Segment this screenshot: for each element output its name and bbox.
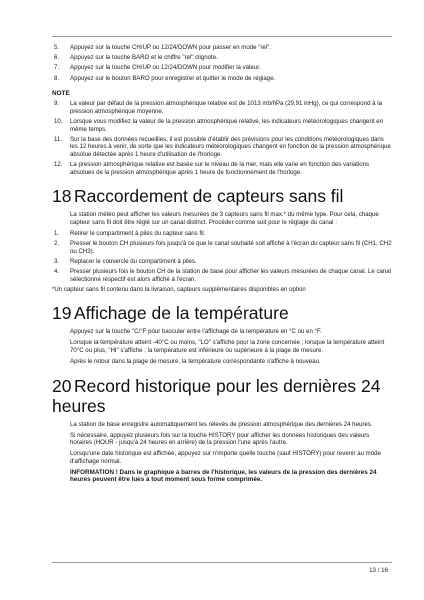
- list-item: [52, 240, 392, 255]
- page-content: [52, 44, 392, 487]
- section-title: Record historique pour les dernières 24 heures: [52, 375, 381, 416]
- list-item: [52, 100, 392, 115]
- item-text: Lorsque vous modifiez la valeur de la pression atmosphérique relative, les indicateurs météorologiques changent en même temps.: [70, 117, 383, 133]
- steps-list: [52, 44, 392, 82]
- item-text: Presser le bouton CH plusieurs fois jusqu'à ce que le canal souhaité soit affiché à l'écran du capteur sans fil (CH1, CH2 ou CH3).: [70, 240, 392, 255]
- item-text: Appuyez sur la touche BARO et le chiffre "rel" clignote.: [70, 54, 218, 62]
- item-text: Appuyez sur la touche CH/UP ou 12/24/DOWN pour modifier la valeur.: [70, 64, 261, 72]
- section-19-paragraph: Après le retour dans la plage de mesure, la température correspondante s'affiche à nouveau.: [70, 357, 321, 365]
- notes-list: [52, 100, 392, 176]
- section-20-paragraph: La station de base enregistre automatiquement les relevés de pression atmosphérique des dernières 24 heures.: [70, 420, 373, 428]
- list-item: [52, 161, 392, 176]
- item-number: 8.: [54, 74, 60, 82]
- item-text: Presser plusieurs fois le bouton CH de la station de base pour afficher les valeurs mesurées de chaque canal. Le canal sélectionné respectif est alors affiché à l'écran.: [70, 268, 392, 283]
- section-18-intro: La station météo peut afficher les valeurs mesurées de 3 capteurs sans fil max.* du même type. Pour cela, chaque capteur sans fil doit être réglé sur un canal distinct. Procéder comme suit pour le réglage du canal :: [70, 211, 379, 226]
- item-text: La pression atmosphérique relative est basée sur le niveau de la mer, mais elle varie en fonction des variations absolues de la pression atmosphérique après 1 heure de fonctionnement de l'horloge.: [70, 161, 370, 176]
- list-item: [52, 268, 392, 283]
- list-item: [52, 136, 392, 159]
- section-18-footnote: *Un capteur sans fil contenu dans la livraison, capteurs supplémentaires disponibles en option: [52, 285, 306, 293]
- list-item: [52, 230, 392, 238]
- item-text: Retirer le compartiment à piles du capteur sans fil.: [70, 229, 206, 237]
- section-title: Raccordement de capteurs sans fil: [74, 186, 344, 207]
- item-number: 11.: [54, 135, 63, 143]
- section-20-heading: [52, 376, 392, 416]
- list-item: [52, 64, 392, 72]
- section-19-paragraph: Lorsque la température atteint -40°C ou moins, "LO" s'affiche pour la zone concernée ; lorsque la température atteint 70°C ou plus, "HI" s'affiche ; la température est inférieure ou supérieure à la plage de mesure.: [70, 339, 385, 354]
- section-18-heading: [52, 186, 392, 206]
- footer-rule: [52, 562, 392, 563]
- section-number: 18: [52, 186, 72, 207]
- section-20-paragraph: Lorsqu'une date historique est affichée, appuyez sur n'importe quelle touche (sauf HISTORY) pour revenir au mode d'affichage normal.: [70, 450, 381, 465]
- section-18-steps: [52, 230, 392, 283]
- item-number: 9.: [54, 100, 60, 108]
- item-text: Sur la base des données recueillies, il est possible d'établir des prévisions pour les conditions météorologiques dans les 12 heures à venir, de sorte que les indicateurs météorologiques changent en fonction de la pression atmosphérique absolue détectée après 1 heure d'utilisation de l'horloge.: [70, 135, 391, 158]
- section-20-information: INFORMATION ! Dans le graphique à barres de l'historique, les valeurs de la pression des dernières 24 heures peuvent être lues à tout moment sous forme comprimée.: [70, 468, 377, 484]
- list-item: [52, 118, 392, 133]
- section-20-paragraph: Si nécessaire, appuyez plusieurs fois sur la touche HISTORY pour afficher les données historiques des valeurs horaires (HOUR - jusqu'à 24 heures en arrière) de la pression l'une après l'autre.: [70, 431, 370, 447]
- list-item: [52, 44, 392, 52]
- list-item: [52, 54, 392, 62]
- item-number: 1.: [54, 229, 60, 237]
- list-item: [52, 258, 392, 266]
- section-number: 20: [52, 375, 72, 396]
- section-19-heading: [52, 303, 392, 323]
- item-text: Appuyez sur la touche CH/UP ou 12/24/DOWN pour passer en mode "rel".: [70, 44, 272, 51]
- list-item: [52, 75, 392, 83]
- item-text: La valeur par défaut de la pression atmosphérique relative est de 1013 mb/hPa (29,91 inHg), ce qui correspond à la pression atmosphérique moyenne.: [70, 100, 382, 115]
- item-text: Replacer le couvercle du compartiment à piles.: [70, 257, 197, 265]
- section-19-paragraph: Appuyez sur la touche "C/°F pour basculer entre l'affichage de la température en °C ou en °F.: [70, 328, 322, 336]
- page-number: 13 / 16: [369, 567, 388, 574]
- section-number: 19: [52, 303, 72, 324]
- item-number: 5.: [54, 44, 60, 51]
- header-rule: [52, 36, 392, 37]
- item-number: 10.: [54, 117, 63, 125]
- item-number: 7.: [54, 64, 60, 72]
- section-title: Affichage de la température: [74, 303, 289, 324]
- note-heading: NOTE: [52, 90, 70, 98]
- item-number: 3.: [54, 257, 60, 265]
- item-number: 6.: [54, 54, 60, 62]
- item-number: 12.: [54, 161, 63, 169]
- item-number: 4.: [54, 268, 60, 276]
- item-text: Appuyez sur le bouton BARO pour enregistrer et quitter le mode de réglage.: [70, 74, 276, 82]
- item-number: 2.: [54, 240, 60, 248]
